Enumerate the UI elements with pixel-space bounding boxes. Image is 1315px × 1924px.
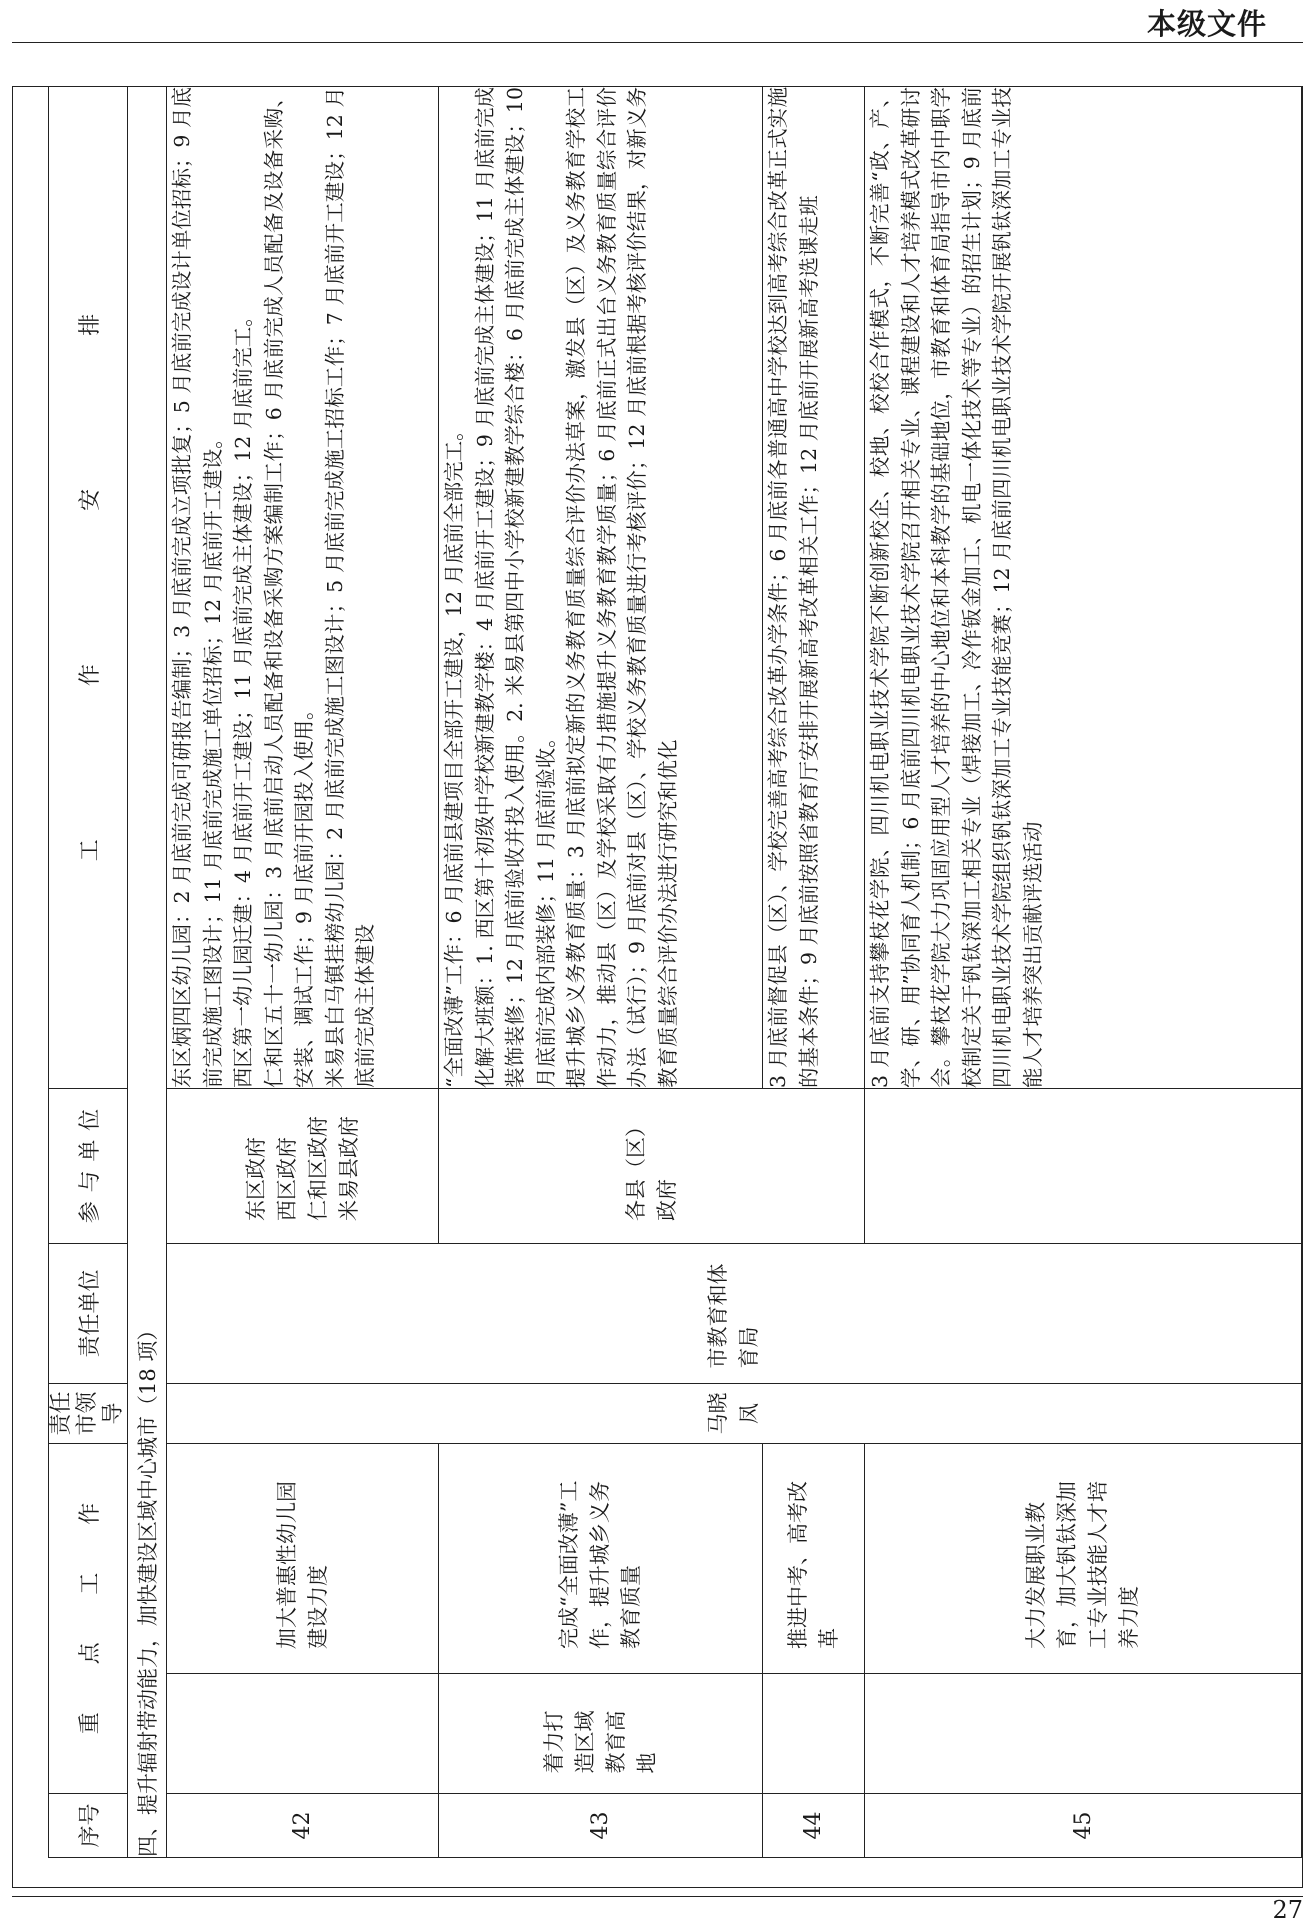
key-work-text: 推进中考、高考改革 <box>785 1481 841 1649</box>
header-participating-units: 参 与 单 位 <box>49 1089 128 1244</box>
plan-line: 3 月底前督促县（区）、学校完善高考综合改革办学条件；6 月底前各普通高中学校达到高考综合改革正式实施的基本条件；9 月底前按照省教育厅安排开展新高考改革相关工作；12 月底前开展新高考选课走班 <box>766 87 821 1088</box>
plan-line: 东区炳四区幼儿园：2 月底前完成可研报告编制；3 月底前完成立项批复；5 月底前完成设计单位招标；9 月底前完成施工图设计；11 月底前完成施工单位招标；12 月底前开工建设。 <box>170 87 225 1088</box>
row-seq: 45 <box>865 1794 1302 1858</box>
participating-cell <box>439 1089 865 1244</box>
participating-cell <box>865 1089 1302 1244</box>
rotated-table-container <box>48 86 1302 1858</box>
leader-cell <box>167 1384 1302 1444</box>
work-plan-cell <box>865 87 1302 1089</box>
responsible-unit-text: 市教育和体育局 <box>706 1263 761 1369</box>
header-responsible-unit: 责任单位 <box>49 1244 128 1384</box>
row-seq: 42 <box>167 1794 439 1858</box>
key-work-text: 大力发展职业教育，加大钒钛深加工专业技能人才培养力度 <box>1024 1481 1141 1649</box>
key-work-text: 完成“全面改薄”工作，提升城乡义务教育质量 <box>557 1480 643 1649</box>
page-header-title: 本级文件 <box>1146 7 1267 41</box>
category-empty <box>865 1674 1302 1794</box>
header-work-plan: 工 作 安 排 <box>49 87 128 1089</box>
participating-text: 各县（区）政府 <box>623 1116 679 1221</box>
leader-name: 马晓凤 <box>706 1392 761 1435</box>
page-number: 27 <box>1272 1896 1303 1924</box>
footer-rule <box>12 1896 1303 1897</box>
key-work-text: 加大普惠性幼儿园建设力度 <box>274 1481 330 1649</box>
key-work-cell <box>865 1444 1302 1674</box>
category-text: 着力打造区域教育高地 <box>541 1710 659 1774</box>
plan-line: 化解大班额：1. 西区第十初级中学校新建教学楼：4 月底前开工建设；9 月底前完成主体建设；11 月底前完成装饰装修；12 月底前验收并投入使用。2. 米易县第四中小学校新建教学综合楼：6 月底前完成主体建设；10 月底前完成内部装修；11 月底前验收。 <box>472 87 558 1088</box>
header-key-work: 重 点 工 作 <box>49 1444 128 1794</box>
plan-line: 仁和区五十一幼儿园：3 月底前启动人员配备和设备采购方案编制工作；6 月底前完成人员配备及设备采购、安装、调试工作；9 月底前开园投入使用。 <box>261 87 316 1088</box>
key-work-cell <box>439 1444 763 1674</box>
header-leader: 责任 市领导 <box>49 1384 128 1444</box>
table-header-row <box>49 87 128 1858</box>
header-rule <box>12 42 1303 43</box>
work-plan-cell <box>763 87 865 1089</box>
plan-line: 西区第一幼儿园迁建：4 月底前开工建设；11 月底前完成主体建设；12 月底前完工。 <box>231 306 255 1088</box>
header-seq: 序号 <box>49 1794 128 1858</box>
row-seq: 43 <box>439 1794 763 1858</box>
key-work-cell <box>763 1444 865 1674</box>
plan-line: “全面改薄”工作：6 月底前县建项目全部开工建设，12 月底前全部完工。 <box>442 420 466 1088</box>
table-row <box>763 87 865 1858</box>
participating-cell <box>167 1089 439 1244</box>
participating-text: 东区政府 西区政府 仁和区政府 米易县政府 <box>243 1116 361 1221</box>
plan-line: 米易县白马镇挂榜幼儿园：2 月底前完成施工图设计；5 月底前完成施工招标工作；7 月底前开工建设；12 月底前完成主体建设 <box>322 87 377 1088</box>
table-row <box>439 87 763 1858</box>
section-row <box>128 87 167 1858</box>
table-row <box>167 87 439 1858</box>
category-cell <box>439 1674 763 1794</box>
responsible-unit-cell <box>167 1244 1302 1384</box>
plan-line: 提升城乡义务教育质量：3 月底前拟定新的义务教育质量综合评价办法草案，激发县（区）及义务教育学校工作动力，推动县（区）及学校采取有力措施提升义务教育教学质量；6 月底前正式出台义务教育质量综合评价办法（试行）；9 月底前对县（区）、学校义务教育质量进行考核评价；12 月底前根据考核评价结果，对新义务教育质量综合评价办法进行研究和优化 <box>564 87 680 1088</box>
key-work-cell <box>167 1444 439 1674</box>
category-empty <box>763 1674 865 1794</box>
category-empty <box>167 1674 439 1794</box>
work-plan-cell <box>167 87 439 1089</box>
plan-line: 3 月底前支持攀枝花学院、四川机电职业技术学院不断创新校企、校地、校校合作模式，不断完善“政、产、学、研、用”协同育人机制；6 月底前四川机电职业技术学院召开相关专业、课程建设和人才培养模式改革研讨会。攀枝花学院大力巩固应用型人才培养的中心地位和本科教学的基础地位，市教育和体育局指导市内中职学校制定关于钒钛深加工相关专业（焊接加工、冷作钣金加工、机电一体化技术等专业）的招生计划；9 月底前四川机电职业技术学院组织钒钛深加工专业技能竞赛；12 月底前四川机电职业技术学院开展钒钛深加工专业技能人才培养突出贡献评选活动 <box>868 87 1045 1088</box>
section-title: 四、提升辐射带动能力，加快建设区域中心城市（18 项） <box>128 87 167 1858</box>
row-seq: 44 <box>763 1794 865 1858</box>
work-plan-table <box>48 86 1302 1858</box>
table-row <box>865 87 1302 1858</box>
work-plan-cell <box>439 87 763 1089</box>
